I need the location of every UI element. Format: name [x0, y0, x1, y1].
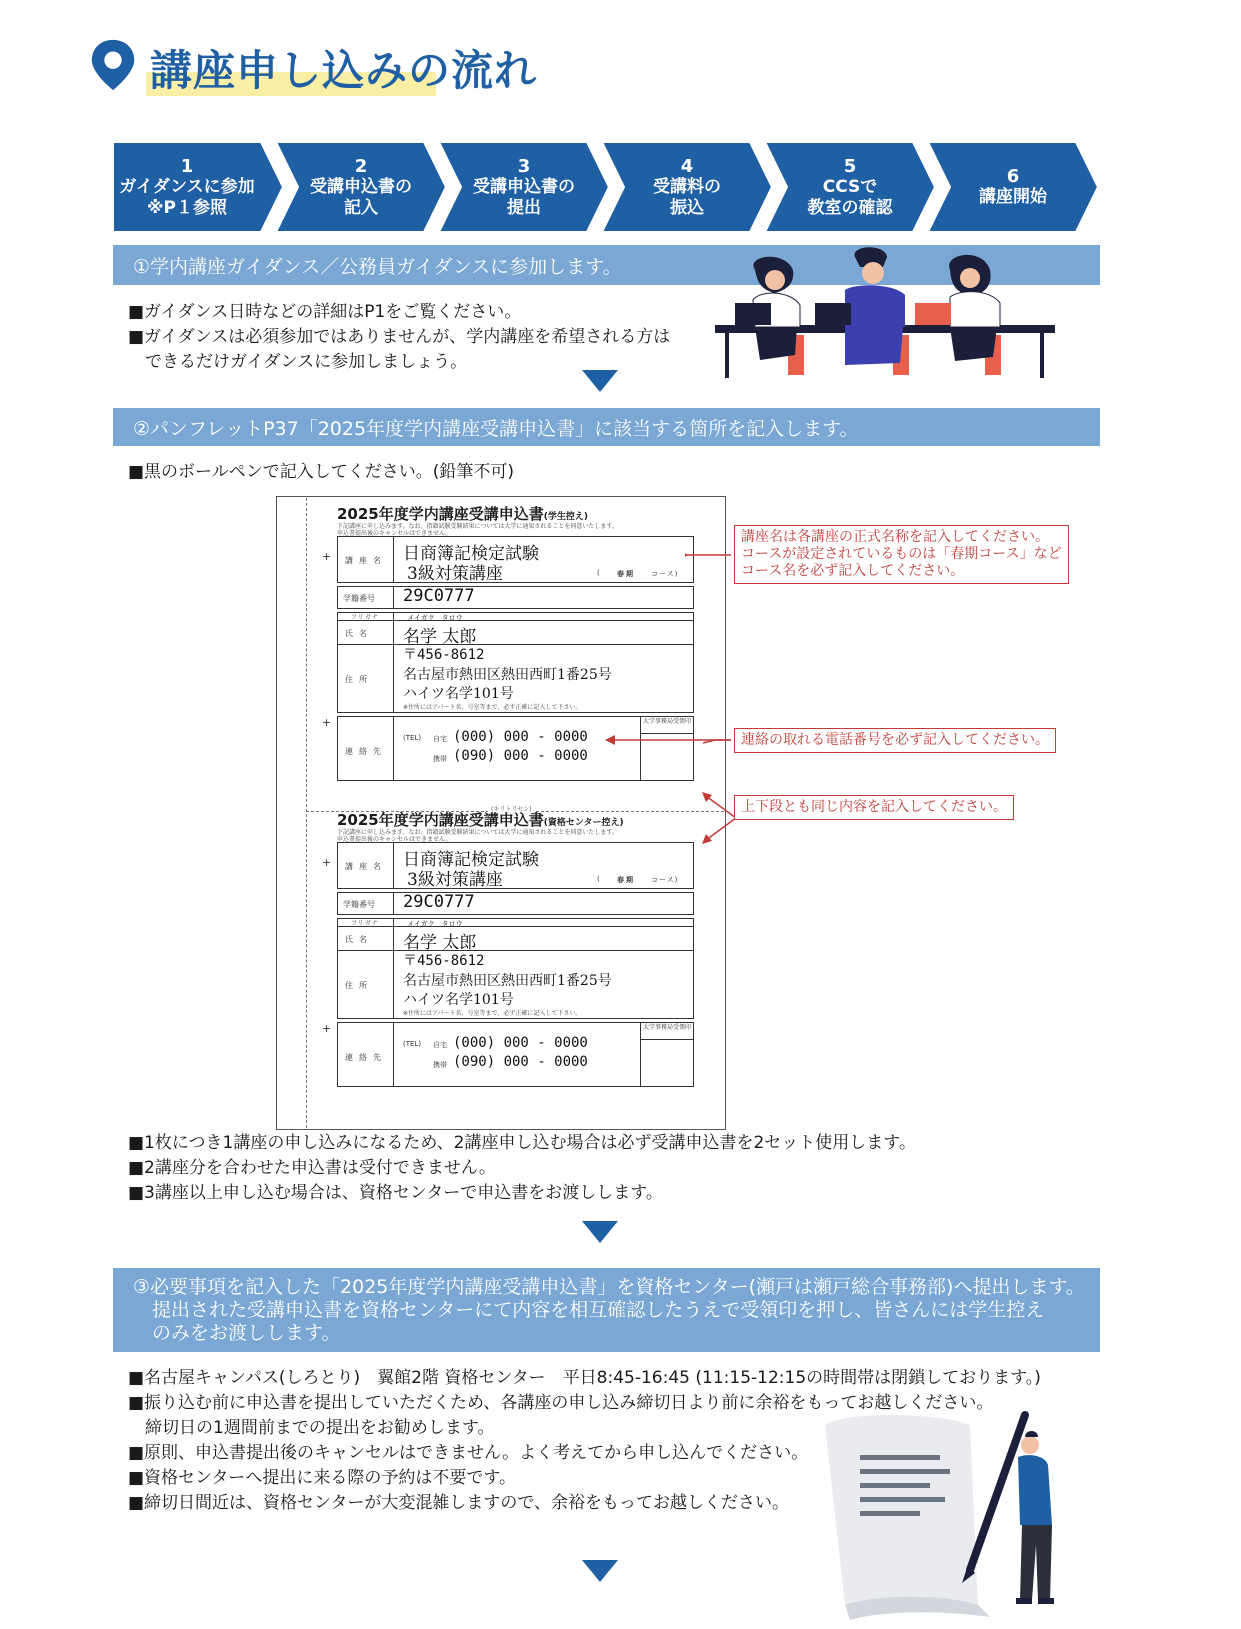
section3-header-line: 提出された受講申込書を資格センターにて内容を相互確認したうえで受領印を押し、皆さんには学生控え [133, 1299, 1045, 1321]
section3-header-line: ③必要事項を記入した「2025年度学内講座受講申込書」を資格センター(瀬戸は瀬戸総合事務部)へ提出します。 [133, 1276, 1085, 1298]
home-tel-value: (000) 000 - 0000 [453, 1035, 588, 1051]
down-arrow-icon [582, 1560, 618, 1582]
form-copy-tag: (資格センター控え) [543, 818, 624, 828]
mobile-tel-value: (090) 000 - 0000 [453, 1054, 588, 1070]
home-label: 自宅 [433, 735, 447, 743]
step-number: 2 [354, 155, 368, 177]
step-label: 振込 [670, 197, 704, 218]
contact-label: 連絡先 [345, 1053, 387, 1062]
address-value: ハイツ名学101号 [403, 686, 514, 702]
course-label: 講座名 [345, 556, 387, 565]
section3-line: ■振り込む前に申込書を提出していただくため、各講座の申し込み締切日より前に余裕をもってお越しください。 [128, 1393, 994, 1413]
label-divider [393, 842, 394, 889]
label-divider [393, 918, 394, 1019]
name-address-box [337, 612, 694, 713]
step-1 [113, 142, 283, 232]
course-value: 日商簿記検定試験 [403, 544, 539, 564]
section3-line: ■原則、申込書提出後のキャンセルはできません。よく考えてから申し込んでください。 [128, 1443, 809, 1463]
phone-callout: 連絡の取れる電話番号を必ず記入してください。 [734, 728, 1056, 753]
furigana-divider [337, 620, 694, 621]
step-label: 教室の確認 [807, 197, 893, 218]
section3-line: ■資格センターへ提出に来る際の予約は不要です。 [128, 1468, 517, 1488]
season-open: ( [597, 569, 602, 577]
callout-line: コースが設定されているものは「春期コース」など [741, 546, 1062, 562]
label-divider [393, 536, 394, 583]
down-arrow-icon [582, 1221, 618, 1243]
steps-flow [113, 142, 1103, 232]
plus-mark: + [322, 716, 332, 729]
student-no-field-box [337, 586, 694, 609]
name-label: 氏名 [345, 629, 373, 638]
section2-intro: ■黒のボールペンで記入してください。(鉛筆不可) [128, 462, 514, 482]
step-5 [765, 142, 935, 232]
label-divider [393, 612, 394, 713]
label-divider [393, 1022, 394, 1087]
student-no-value: 29C0777 [403, 892, 475, 912]
address-value: 名古屋市熱田区熱田西町1番25号 [403, 667, 612, 683]
home-label: 自宅 [433, 1041, 447, 1049]
name-divider [337, 644, 694, 645]
step-label: 提出 [507, 197, 541, 218]
name-address-box [337, 918, 694, 1019]
section3-line: ■名古屋キャンパス(しろとり) 翼館2階 資格センター 平日8:45-16:45 (11:15-12:15の時間帯は閉鎖しております。) [128, 1368, 1041, 1388]
step-3 [439, 142, 609, 232]
furigana-value: メイガク タロウ [407, 614, 463, 622]
name-value: 名学 太郎 [403, 627, 477, 647]
label-divider [393, 892, 394, 915]
tel-label: (TEL) [403, 1040, 422, 1048]
address-label: 住所 [345, 675, 373, 684]
home-tel-value: (000) 000 - 0000 [453, 729, 588, 745]
receipt-divider [640, 1022, 641, 1087]
form-fold-line [306, 498, 307, 1128]
section1-line: できるだけガイダンスに参加しましょう。 [128, 352, 468, 372]
section1-header: ①学内講座ガイダンス／公務員ガイダンスに参加します。 [113, 245, 1100, 285]
step-label: 受講申込書の [473, 176, 575, 197]
form-title [337, 809, 624, 830]
document-signing-illustration [820, 1405, 1075, 1625]
step-label: 記入 [344, 197, 378, 218]
people-at-desk-illustration [715, 245, 1070, 380]
callout-line: コース名を必ず記入してください。 [741, 563, 965, 579]
furigana-value: メイガク タロウ [407, 920, 463, 928]
name-label: 氏名 [345, 935, 373, 944]
season-close: コース) [651, 876, 679, 884]
postal-value: 〒456-8612 [403, 647, 485, 663]
form-fine-print: 下記講座に申し込みます。なお、指籍試験受験結果については大学に通知されることを同意いたします。 [337, 829, 618, 836]
down-arrow-icon [582, 370, 618, 392]
furigana-label: フリガナ [351, 614, 379, 621]
course-value: 日商簿記検定試験 [403, 850, 539, 870]
contact-label: 連絡先 [345, 747, 387, 756]
address-value: ハイツ名学101号 [403, 992, 514, 1008]
course-label: 講座名 [345, 862, 387, 871]
step-4 [602, 142, 772, 232]
step-number: 1 [180, 155, 194, 177]
location-pin-icon [88, 38, 138, 92]
callout-arrows [685, 545, 745, 805]
form-title [337, 503, 588, 524]
student-no-label: 学籍番号 [343, 900, 375, 909]
label-divider [393, 716, 394, 781]
name-divider [337, 950, 694, 951]
name-value: 名学 太郎 [403, 933, 477, 953]
furigana-divider [337, 926, 694, 927]
form-fine-print: 申込書提出後のキャンセルはできません。 [337, 530, 452, 537]
address-label: 住所 [345, 981, 373, 990]
course-name-callout [734, 525, 1069, 584]
page-title: 講座申し込みの流れ [150, 46, 538, 95]
section2-header: ②パンフレットP37「2025年度学内講座受講申込書」に該当する箇所を記入します。 [113, 408, 1100, 446]
section3-header [113, 1268, 1100, 1352]
season-open: ( [597, 875, 602, 883]
section1-line: ■ガイダンス日時などの詳細はP1をご覧ください。 [128, 302, 522, 322]
step-label: ガイダンスに参加 [119, 176, 255, 197]
cut-label: (キリトリセン) [488, 804, 535, 813]
section3-header-line: のみをお渡しします。 [133, 1322, 341, 1344]
student-no-value: 29C0777 [403, 586, 475, 606]
both-copies-callout: 上下段とも同じ内容を記入してください。 [734, 795, 1014, 820]
form-title-text: 2025年度学内講座受講申込書 [337, 811, 544, 829]
step-number: 3 [517, 155, 531, 177]
season-value: 春期 [617, 876, 635, 884]
course-value: 3級対策講座 [407, 870, 503, 890]
postal-value: 〒456-8612 [403, 953, 485, 969]
student-no-label: 学籍番号 [343, 594, 375, 603]
section2-note: ■2講座分を合わせた申込書は受付できません。 [128, 1158, 496, 1178]
phone-callout-arrow [605, 730, 735, 750]
step-number: 4 [680, 155, 694, 177]
form-fine-print: 申込書提出後のキャンセルはできません。 [337, 836, 452, 843]
mobile-label: 携帯 [433, 755, 447, 763]
furigana-label: フリガナ [351, 920, 379, 927]
section3-line: 締切日の1週間前までの提出をお勧めします。 [128, 1418, 495, 1438]
step-6 [928, 142, 1098, 232]
plus-mark: + [322, 1022, 332, 1035]
student-no-field-box [337, 892, 694, 915]
step-number: 6 [1006, 166, 1020, 187]
section3-line: ■締切日間近は、資格センターが大変混雑しますので、余裕をもってお越しください。 [128, 1493, 790, 1513]
label-divider [393, 586, 394, 609]
step-2 [276, 142, 446, 232]
section2-note: ■3講座以上申し込む場合は、資格センターで申込書をお渡しします。 [128, 1183, 663, 1203]
section1-line: ■ガイダンスは必須参加ではありませんが、学内講座を希望される方は [128, 327, 671, 347]
plus-mark: + [322, 856, 332, 869]
address-note: ※住所にはアパート名、号室等まで、必ず正確に記入して下さい。 [403, 1010, 582, 1017]
receipt-label: 大学事務局受領印 [642, 1024, 691, 1031]
mobile-tel-value: (090) 000 - 0000 [453, 748, 588, 764]
step-number: 5 [843, 155, 857, 177]
section2-note: ■1枚につき1講座の申し込みになるため、2講座申し込む場合は必ず受講申込書を2セット使用します。 [128, 1133, 916, 1153]
form-title-text: 2025年度学内講座受講申込書 [337, 505, 544, 523]
receipt-label: 大学事務局受領印 [642, 718, 691, 725]
season-close: コース) [651, 570, 679, 578]
step-label: 受講申込書の [310, 176, 412, 197]
step-label: ※P１参照 [147, 197, 227, 218]
callout-line: 講座名は各講座の正式名称を記入してください。 [741, 529, 1049, 545]
step-label: 受講料の [653, 176, 721, 197]
plus-mark: + [322, 550, 332, 563]
season-value: 春期 [617, 570, 635, 578]
address-value: 名古屋市熱田区熱田西町1番25号 [403, 973, 612, 989]
step-label: CCSで [822, 176, 878, 197]
form-fine-print: 下記講座に申し込みます。なお、指籍試験受験結果については大学に通知されることを同意いたします。 [337, 523, 618, 530]
receipt-line [640, 1039, 694, 1040]
address-note: ※住所にはアパート名、号室等まで、必ず正確に記入して下さい。 [403, 704, 582, 711]
tel-label: (TEL) [403, 734, 422, 742]
course-value: 3級対策講座 [407, 564, 503, 584]
form-copy-tag: (学生控え) [543, 512, 588, 522]
step-label: 講座開始 [979, 187, 1047, 207]
mobile-label: 携帯 [433, 1061, 447, 1069]
